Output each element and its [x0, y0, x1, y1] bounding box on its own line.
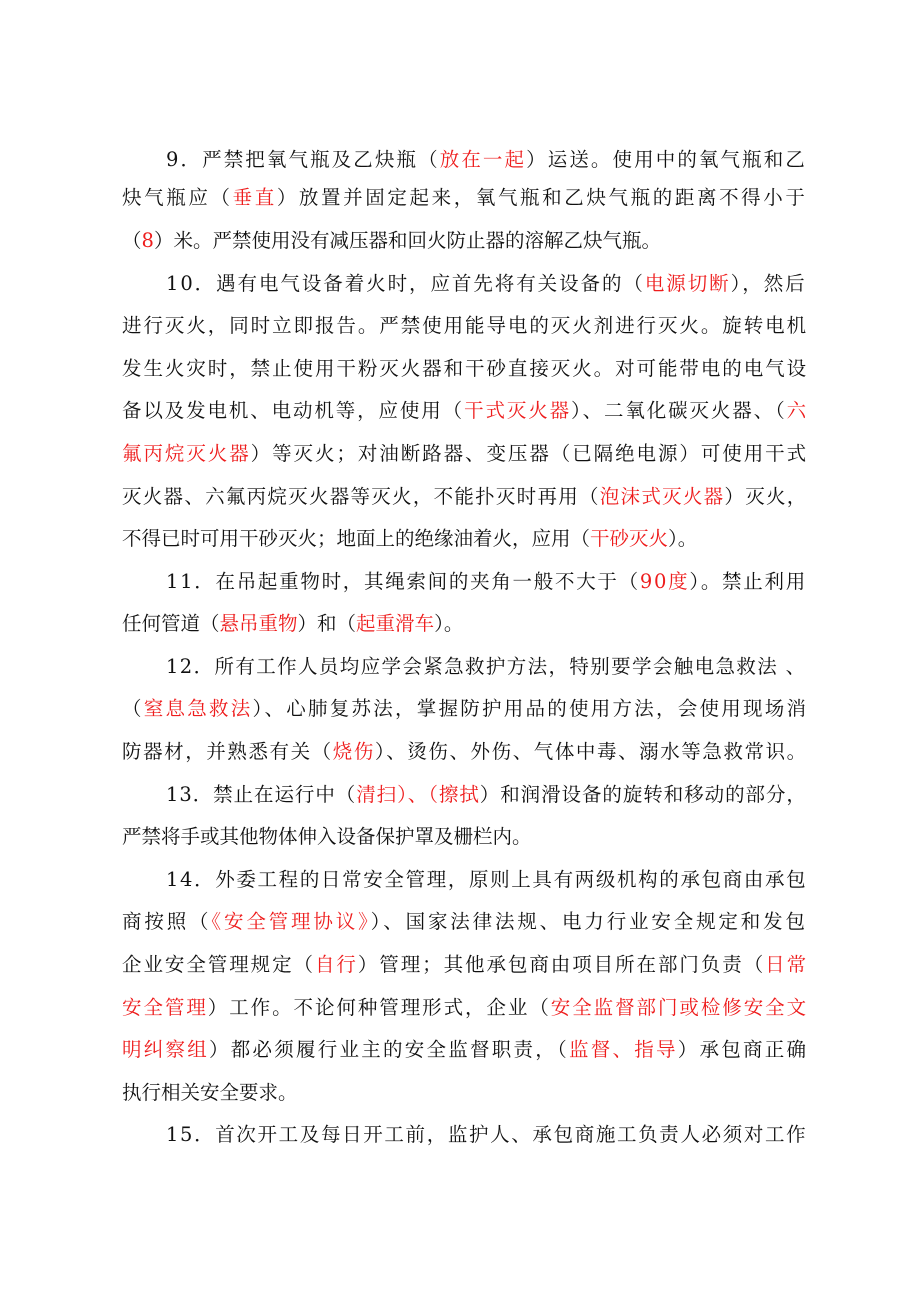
answer-text: 8: [141, 229, 154, 252]
text-line: [122, 521, 697, 557]
text-line: [122, 691, 808, 727]
body-text: ）。: [434, 612, 464, 635]
body-text: 炔气瓶应（: [122, 186, 233, 209]
text-line: [122, 734, 808, 770]
body-text: 严禁将手或其他物体伸入设备保护罩及栅栏内。: [122, 825, 532, 848]
body-text: ）工作。不论何种管理形式，企业（: [207, 996, 551, 1019]
body-text: （: [122, 697, 144, 720]
text-line: [122, 1075, 298, 1111]
text-line: [122, 1032, 808, 1068]
text-line: [122, 947, 808, 983]
body-text: 灭火器、六氟丙烷灭火器等灭火，不能扑灭时再用（: [122, 485, 600, 508]
body-text: ）米。严禁使用没有减压器和回火防止器的溶解乙炔气瓶。: [153, 229, 661, 252]
answer-text: 《安全管理协议》: [211, 910, 371, 933]
body-text: ）都必须履行业主的安全监督职责，（: [209, 1038, 570, 1061]
answer-text: 干式灭火器: [464, 399, 571, 422]
answer-text: 清扫）、（擦拭: [356, 783, 480, 806]
body-text: ）、心肺复苏法，掌握防护用品的使用方法，会使用现场消: [252, 697, 809, 720]
answer-text: 电源切断: [644, 272, 731, 295]
text-line: [122, 990, 808, 1026]
answer-text: 泡沫式灭火器: [599, 485, 725, 508]
body-text: ）管理；其他承包商由项目所在部门负责（: [357, 953, 766, 976]
body-text: ）等灭火；对油断路器、变压器（已隔绝电源）可使用干式: [250, 442, 809, 465]
body-text: 12．所有工作人员均应学会紧急救护方法，特别要学会触电急救法 、: [166, 655, 807, 678]
answer-text: 起重滑车: [356, 612, 435, 635]
answer-text: 六: [786, 399, 809, 422]
body-text: ）、国家法律法规、电力行业安全规定和发包: [370, 910, 808, 933]
body-text: ）。: [668, 527, 698, 550]
text-line: [122, 479, 808, 515]
body-text: 任何管道（: [122, 612, 220, 635]
answer-text: 安全管理: [122, 996, 208, 1019]
text-line: [166, 777, 807, 813]
body-text: 11．在吊起重物时，其绳索间的夹角一般不大于（: [166, 570, 640, 593]
text-line: [122, 308, 808, 344]
body-text: 防器材，并熟悉有关（: [122, 740, 333, 763]
text-line: [166, 649, 807, 685]
text-line: [122, 393, 808, 429]
body-text: 备以及发电机、电动机等，应使用（: [122, 399, 465, 422]
answer-text: 自行: [314, 953, 358, 976]
answer-text: 90度: [639, 570, 690, 593]
text-line: [122, 819, 532, 855]
body-text: 10．遇有电气设备着火时，应首先将有关设备的（: [166, 272, 645, 295]
body-text: ）承包商正确: [677, 1038, 809, 1061]
body-text: 企业安全管理规定（: [122, 953, 315, 976]
body-text: ）运送。使用中的氧气瓶和乙: [526, 148, 807, 171]
answer-text: 垂直: [232, 186, 277, 209]
body-text: 13．禁止在运行中（: [166, 783, 357, 806]
body-text: ）放置并固定起来，氧气瓶和乙炔气瓶的距离不得小于: [276, 186, 808, 209]
text-line: [122, 606, 463, 642]
body-text: ）、二氧化碳灭火器、（: [570, 399, 787, 422]
body-text: 进行灭火，同时立即报告。严禁使用能导电的灭火剂进行灭火。旋转电机: [122, 314, 809, 337]
text-line: [122, 223, 661, 259]
answer-text: 氟丙烷灭火器: [122, 442, 251, 465]
text-line: [122, 436, 808, 472]
answer-text: 安全监督部门或检修安全文: [550, 996, 809, 1019]
body-text: 发生火灾时，禁止使用干粉灭火器和干砂直接灭火。对可能带电的电气设: [122, 357, 809, 380]
body-text: 执行相关安全要求。: [122, 1081, 298, 1104]
answer-text: 窒息急救法: [143, 697, 253, 720]
body-text: ）、烫伤、外伤、气体中毒、溺水等急救常识。: [374, 740, 808, 763]
body-text: （: [122, 229, 142, 252]
body-text: ）和润滑设备的旋转和移动的部分，: [479, 783, 807, 806]
body-text: 9．严禁把氧气瓶及乙炔瓶（: [166, 148, 440, 171]
answer-text: 放在一起: [439, 148, 527, 171]
answer-text: 日常: [765, 953, 809, 976]
body-text: ），然后: [730, 272, 807, 295]
answer-text: 明纠察组: [122, 1038, 210, 1061]
text-line: [166, 1117, 807, 1153]
body-text: ）和（: [297, 612, 357, 635]
body-text: ）。禁止利用: [689, 570, 807, 593]
answer-text: 悬吊重物: [219, 612, 298, 635]
text-line: [166, 266, 807, 302]
text-line: [166, 862, 807, 898]
text-line: [166, 142, 807, 178]
body-text: 15．首次开工及每日开工前，监护人、承包商施工负责人必须对工作: [166, 1123, 808, 1146]
body-text: 不得已时可用干砂灭火；地面上的绝缘油着火，应用（: [122, 527, 591, 550]
answer-text: 干砂灭火: [590, 527, 669, 550]
text-line: [166, 564, 807, 600]
text-line: [122, 351, 808, 387]
body-text: 14．外委工程的日常安全管理，原则上具有两级机构的承包商由承包: [166, 868, 808, 891]
text-line: [122, 904, 808, 940]
answer-text: 烧伤: [332, 740, 375, 763]
body-text: 商按照（: [122, 910, 212, 933]
body-text: ）灭火，: [724, 485, 808, 508]
text-line: [122, 180, 808, 216]
answer-text: 监督、指导: [569, 1038, 678, 1061]
